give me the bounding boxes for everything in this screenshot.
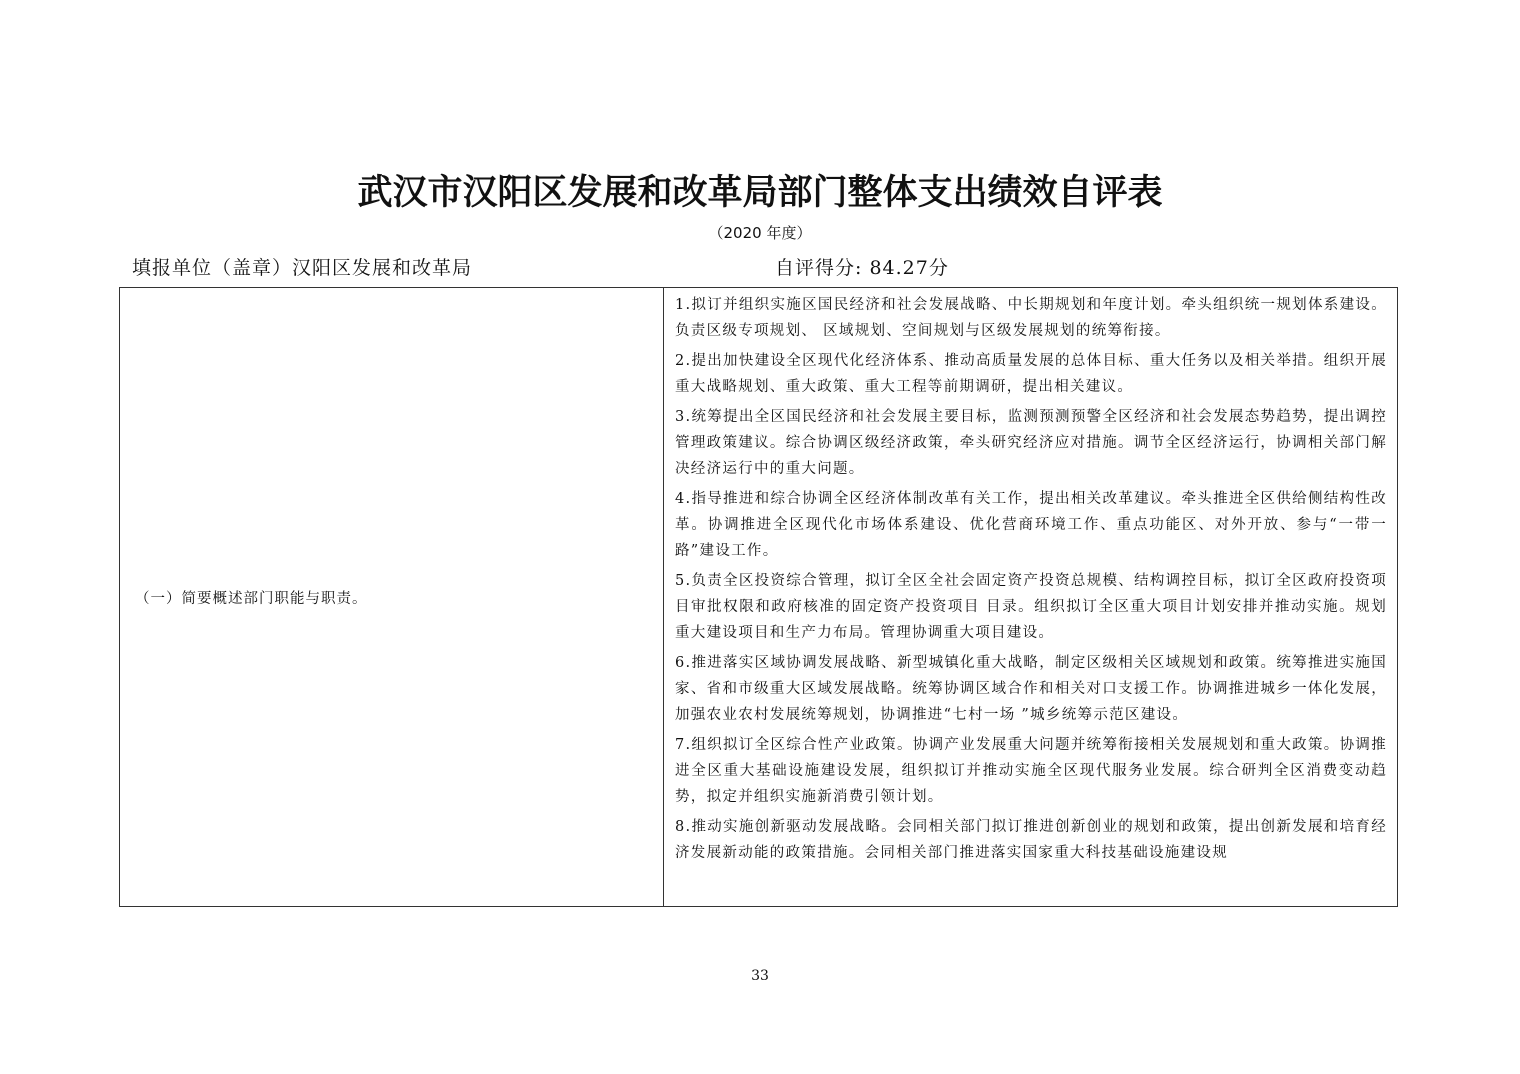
self-evaluation-score: 自评得分: 84.27分 <box>775 257 949 279</box>
duty-item-8: 8.推动实施创新驱动发展战略。会同相关部门拟订推进创新创业的规划和政策，提出创新发展和培育经济发展新动能的政策措施。会同相关部门推进落实国家重大科技基础设施建设规 <box>675 819 1387 861</box>
duty-item-7: 7.组织拟订全区综合性产业政策。协调产业发展重大问题并统筹衔接相关发展规划和重大政策。协调推进全区重大基础设施建设发展，组织拟订并推动实施全区现代服务业发展。综合研判全区消费变动趋势，拟定并组织实施新消费引领计划。 <box>675 737 1387 805</box>
duty-item-2: 2.提出加快建设全区现代化经济体系、推动高质量发展的总体目标、重大任务以及相关举措。组织开展重大战略规划、重大政策、重大工程等前期调研，提出相关建议。 <box>675 353 1387 395</box>
duties-cell <box>664 288 1397 906</box>
duty-item-4: 4.指导推进和综合协调全区经济体制改革有关工作，提出相关改革建议。牵头推进全区供给侧结构性改革。协调推进全区现代化市场体系建设、优化营商环境工作、重点功能区、对外开放、参与“一带一路”建设工作。 <box>675 491 1387 559</box>
duty-item-1: 1.拟订并组织实施区国民经济和社会发展战略、中长期规划和年度计划。牵头组织统一规划体系建设。负责区级专项规划、 区域规划、空间规划与区级发展规划的统筹衔接。 <box>675 297 1387 339</box>
evaluation-table <box>119 287 1398 907</box>
page-number: 33 <box>751 968 769 984</box>
reporting-unit: 填报单位（盖章）汉阳区发展和改革局 <box>132 257 473 279</box>
report-year: （2020 年度） <box>708 224 812 242</box>
page-title: 武汉市汉阳区发展和改革局部门整体支出绩效自评表 <box>357 173 1163 213</box>
duty-item-3: 3.统筹提出全区国民经济和社会发展主要目标，监测预测预警全区经济和社会发展态势趋势，提出调控管理政策建议。综合协调区级经济政策，牵头研究经济应对措施。调节全区经济运行，协调相关部门解决经济运行中的重大问题。 <box>675 409 1387 477</box>
duty-item-5: 5.负责全区投资综合管理，拟订全区全社会固定资产投资总规模、结构调控目标，拟订全区政府投资项目审批权限和政府核准的固定资产投资项目 目录。组织拟订全区重大项目计划安排并推动实施。规划重大建设项目和生产力布局。管理协调重大项目建设。 <box>675 573 1387 641</box>
row-label: （一）简要概述部门职能与职责。 <box>135 590 368 607</box>
row-label-cell <box>120 288 664 906</box>
duty-item-6: 6.推进落实区域协调发展战略、新型城镇化重大战略，制定区级相关区域规划和政策。统筹推进实施国家、省和市级重大区域发展战略。统筹协调区域合作和相关对口支援工作。协调推进城乡一体化发展，加强农业农村发展统筹规划，协调推进“七村一场 ”城乡统筹示范区建设。 <box>675 655 1387 723</box>
